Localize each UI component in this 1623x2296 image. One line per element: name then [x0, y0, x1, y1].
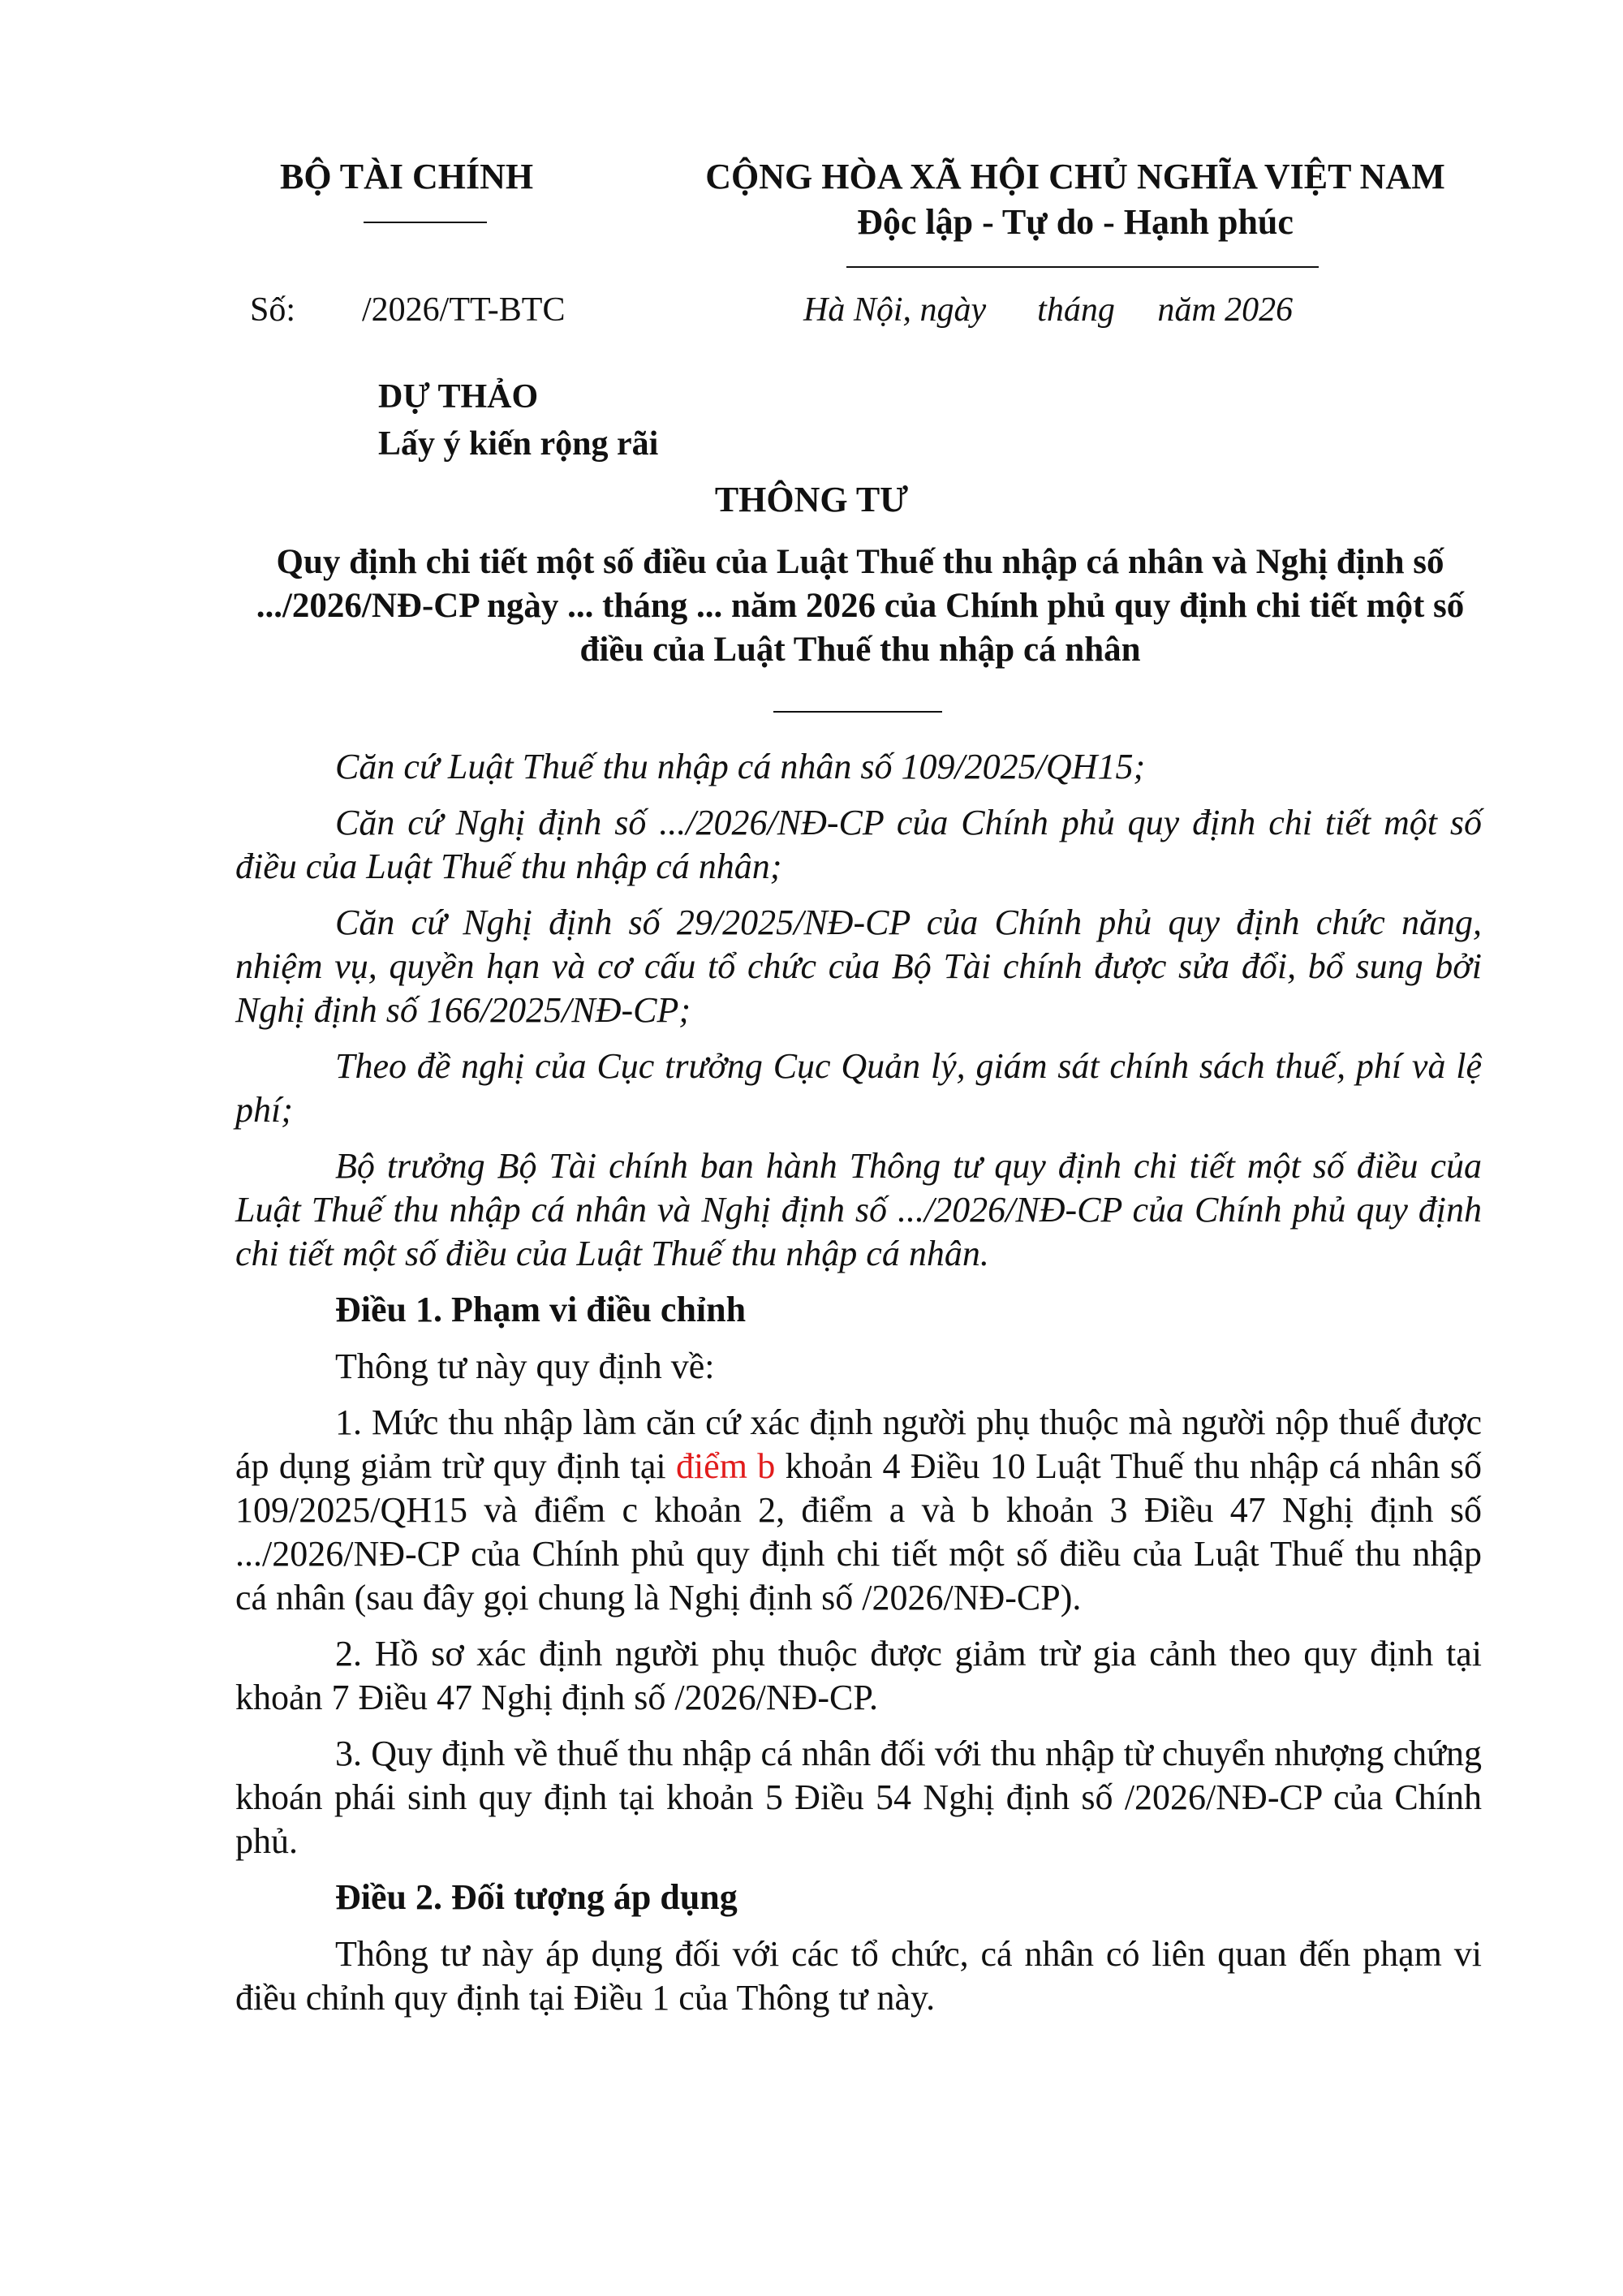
article-1-item-1: [235, 1401, 1482, 1620]
preamble-paragraph: Theo đề nghị của Cục trưởng Cục Quản lý, giám sát chính sách thuế, phí và lệ phí;: [235, 1046, 1482, 1130]
doc-number-value: /2026/TT-BTC: [362, 291, 566, 329]
article-1-intro: Thông tư này quy định về:: [335, 1346, 715, 1386]
article-1-item-2: 2. Hồ sơ xác định người phụ thuộc được giảm trừ gia cảnh theo quy định tại khoản 7 Điều 47 Nghị định số /2026/NĐ-CP.: [235, 1634, 1482, 1717]
document-type: THÔNG TƯ: [714, 480, 909, 519]
place-date: Hà Nội, ngày tháng năm 2026: [803, 291, 1294, 329]
article-1-heading: Điều 1. Phạm vi điều chỉnh: [335, 1290, 747, 1329]
item-1-text-end: khoản 4 Điều 10 Luật Thuế thu nhập cá nhân số 109/2025/QH15 và điểm c khoản 2, điểm a và b khoản 3 Điều 47 Nghị định số .../2026/NĐ-CP của Chính phủ quy định chi tiết một số điều của Luật Thuế thu nhập cá nhân (sau đây gọi chung là Nghị định số /2026/NĐ-CP).: [235, 1446, 1483, 1618]
document-body: [235, 745, 1482, 2032]
draft-label: DỰ THẢO: [378, 378, 539, 416]
preamble-paragraph: Căn cứ Luật Thuế thu nhập cá nhân số 109/2025/QH15;: [335, 747, 1146, 786]
preamble-paragraph: Căn cứ Nghị định số 29/2025/NĐ-CP của Chính phủ quy định chức năng, nhiệm vụ, quyền hạn và cơ cấu tổ chức của Bộ Tài chính được sửa đổi, bổ sung bởi Nghị định số 166/2025/NĐ-CP;: [235, 902, 1482, 1030]
article-2-body: Thông tư này áp dụng đối với các tổ chức, cá nhân có liên quan đến phạm vi điều chỉnh quy định tại Điều 1 của Thông tư này.: [235, 1934, 1482, 2018]
title-underline: [773, 711, 942, 713]
item-1-text-start: 1. Mức thu nhập làm căn cứ xác định người phụ thuộc mà người nộp thuế được áp dụng giảm trừ quy định tại: [235, 1402, 1482, 1486]
doc-number-label: Số:: [250, 291, 296, 329]
issuing-agency: BỘ TÀI CHÍNH: [280, 157, 534, 196]
draft-notice: [378, 373, 658, 467]
article-2-heading: Điều 2. Đối tượng áp dụng: [335, 1877, 738, 1917]
draft-consultation: Lấy ý kiến rộng rãi: [378, 425, 659, 463]
highlighted-reference: điểm b: [675, 1446, 776, 1486]
preamble-paragraph: Bộ trưởng Bộ Tài chính ban hành Thông tư quy định chi tiết một số điều của Luật Thuế thu nhập cá nhân và Nghị định số .../2026/NĐ-CP của Chính phủ quy định chi tiết một số điều của Luật Thuế thu nhập cá nhân.: [235, 1146, 1482, 1273]
country-name: CỘNG HÒA XÃ HỘI CHỦ NGHĨA VIỆT NAM: [705, 157, 1445, 196]
document-title: Quy định chi tiết một số điều của Luật Thuế thu nhập cá nhân và Nghị định số .../2026/NĐ-CP ngày ... tháng ... năm 2026 của Chính phủ quy định chi tiết một số điều của Luật Thuế thu nhập cá nhân: [256, 543, 1465, 669]
national-header: [665, 154, 1485, 245]
agency-underline: [364, 222, 487, 223]
motto-underline: [846, 266, 1319, 268]
national-motto: Độc lập - Tự do - Hạnh phúc: [857, 202, 1294, 242]
preamble-paragraph: Căn cứ Nghị định số .../2026/NĐ-CP của Chính phủ quy định chi tiết một số điều của Luật Thuế thu nhập cá nhân;: [235, 803, 1482, 886]
article-1-item-3: 3. Quy định về thuế thu nhập cá nhân đối với thu nhập từ chuyển nhượng chứng khoán phái sinh quy định tại khoản 5 Điều 54 Nghị định số /2026/NĐ-CP của Chính phủ.: [235, 1734, 1482, 1861]
